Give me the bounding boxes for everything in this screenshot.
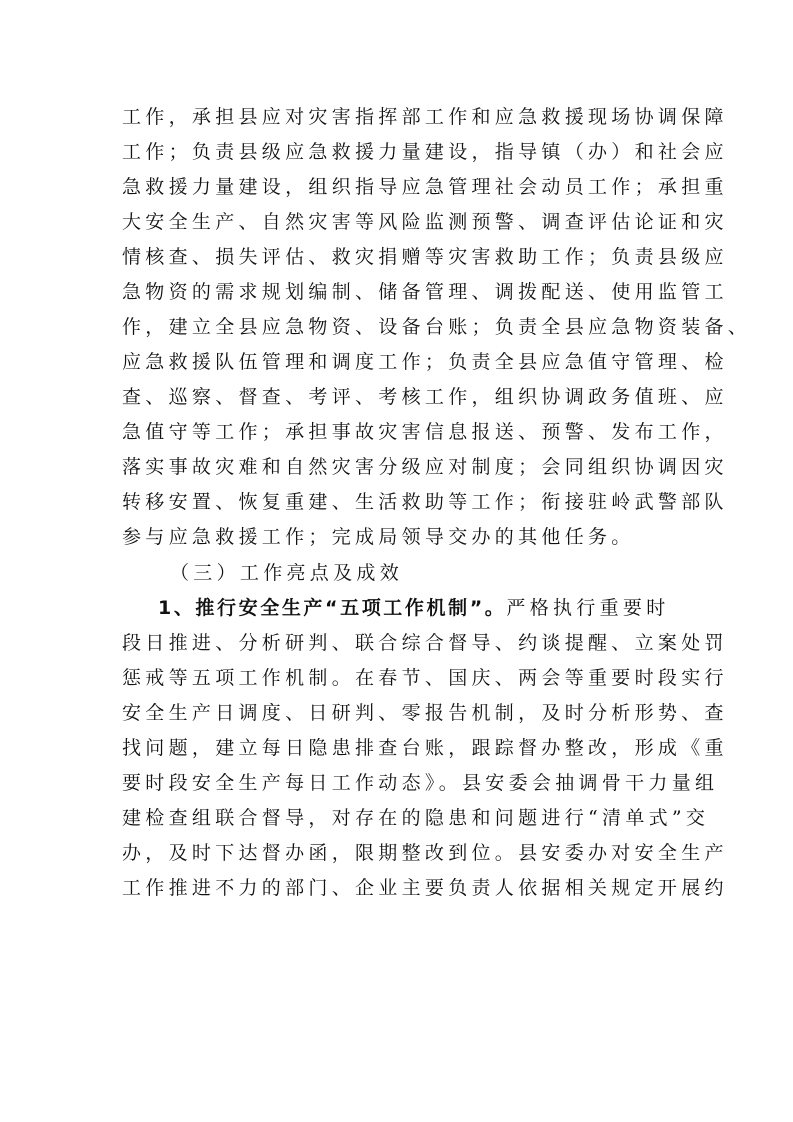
paragraph-line: 办，及时下达督办函，限期整改到位。县安委办对安全生产 <box>122 842 728 864</box>
document-body <box>122 100 752 906</box>
paragraph-line: 应急救援队伍管理和调度工作；负责全县应急值守管理、检 <box>122 351 728 373</box>
item-first-line-text: 严格执行重要时 <box>506 597 670 619</box>
paragraph-line: 工作；负责县级应急救援力量建设，指导镇（办）和社会应 <box>122 141 728 163</box>
paragraph-line: 惩戒等五项工作机制。在春节、国庆、两会等重要时段实行 <box>122 667 728 689</box>
paragraph-line: 查、巡察、督查、考评、考核工作，组织协调政务值班、应 <box>122 386 728 408</box>
paragraph-line: 落实事故灾难和自然灾害分级应对制度；会同组织协调因灾 <box>122 456 728 478</box>
paragraph-line: 急物资的需求规划编制、储备管理、调拨配送、使用监管工 <box>122 281 728 303</box>
section-heading: （三）工作亮点及成效 <box>170 562 404 584</box>
paragraph-line: 要时段安全生产每日工作动态》。县安委会抽调骨干力量组 <box>122 772 719 794</box>
paragraph-line: 找问题，建立每日隐患排查台账，跟踪督办整改，形成《重 <box>122 737 728 759</box>
paragraph-line: 大安全生产、自然灾害等风险监测预警、调查评估论证和灾 <box>122 211 728 233</box>
paragraph-line: 建检查组联合督导，对存在的隐患和问题进行“清单式”交 <box>122 807 710 829</box>
paragraph-line: 转移安置、恢复重建、生活救助等工作；衔接驻岭武警部队 <box>122 491 728 513</box>
paragraph-line: 工作，承担县应对灾害指挥部工作和应急救援现场协调保障 <box>122 106 728 128</box>
paragraph-line: 急救援力量建设，组织指导应急管理社会动员工作；承担重 <box>122 176 728 198</box>
paragraph-line: 段日推进、分析研判、联合综合督导、约谈提醒、立案处罚 <box>122 632 728 654</box>
paragraph-line: 急值守等工作；承担事故灾害信息报送、预警、发布工作， <box>122 421 728 443</box>
item-title: 1、推行安全生产“五项工作机制”。 <box>158 597 507 619</box>
paragraph-line: 工作推进不力的部门、企业主要负责人依据相关规定开展约 <box>122 877 728 899</box>
paragraph-line: 参与应急救援工作；完成局领导交办的其他任务。 <box>122 526 635 548</box>
paragraph-line: 情核查、损失评估、救灾捐赠等灾害救助工作；负责县级应 <box>122 246 728 268</box>
paragraph-line: 作，建立全县应急物资、设备台账；负责全县应急物资装备、 <box>122 316 752 338</box>
item-first-line <box>122 591 682 626</box>
paragraph-line: 安全生产日调度、日研判、零报告机制，及时分析形势、查 <box>122 702 728 724</box>
